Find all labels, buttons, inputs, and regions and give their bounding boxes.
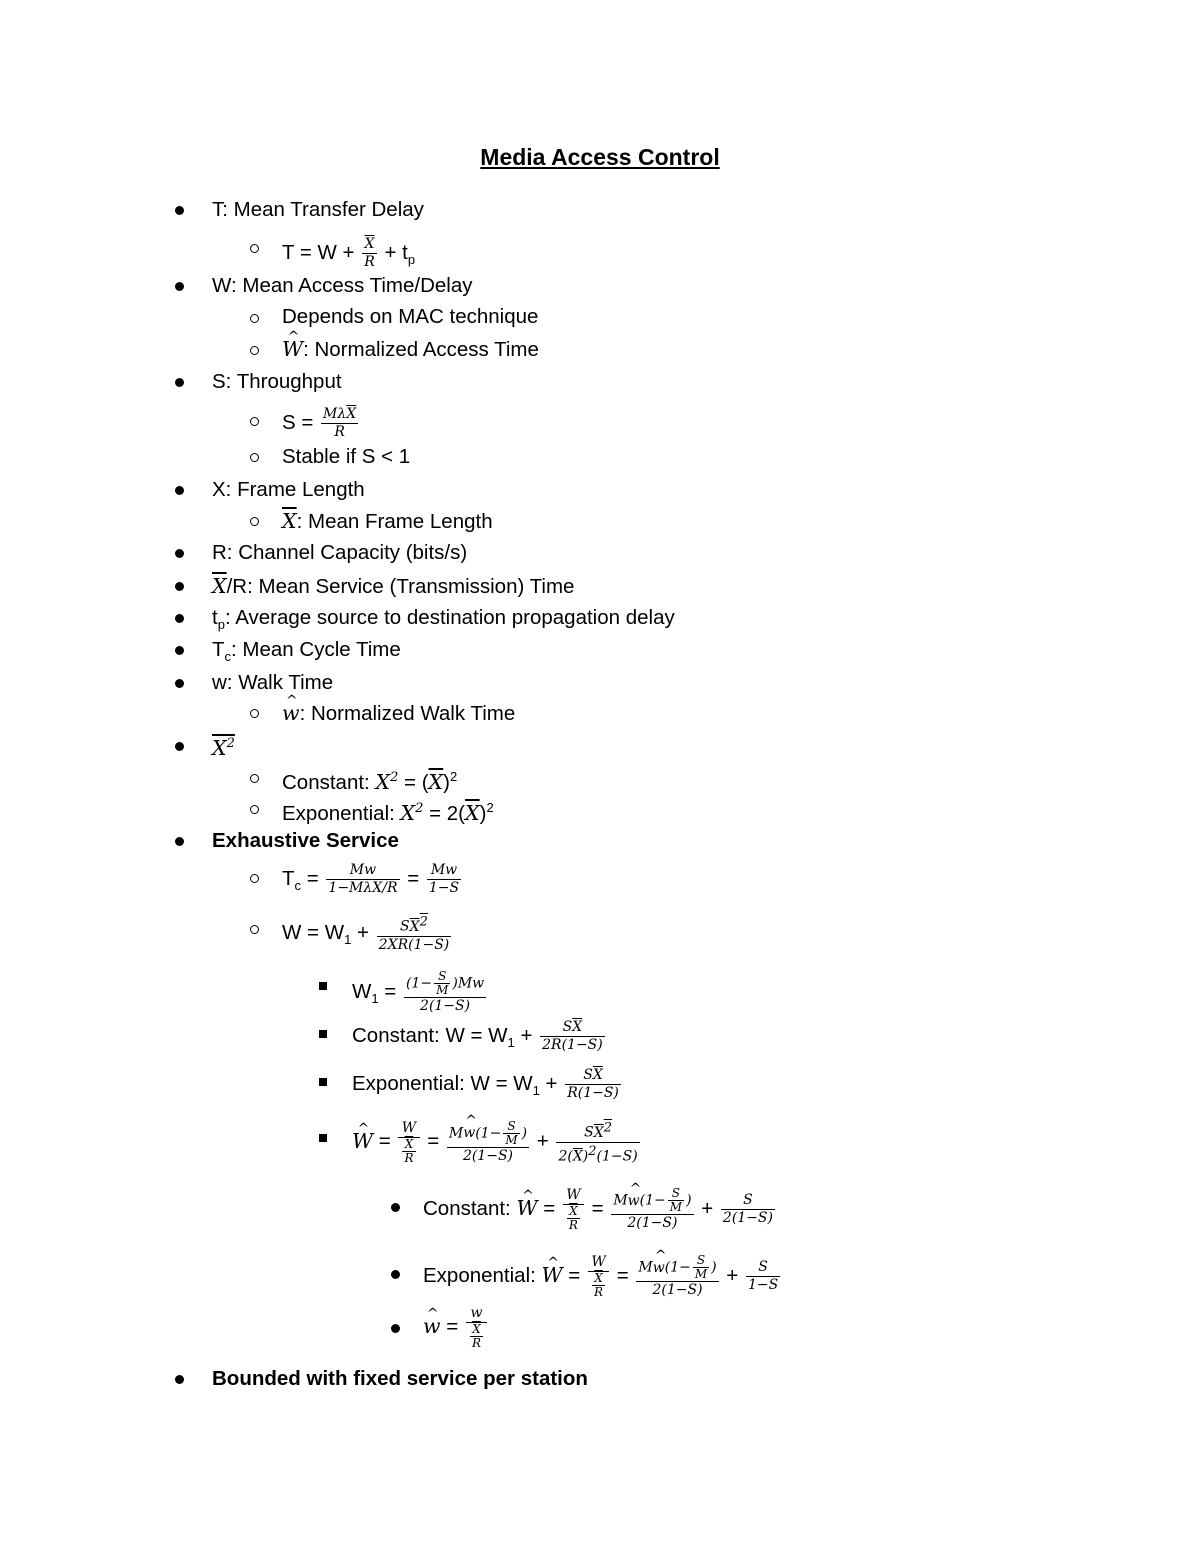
bullet bbox=[175, 582, 184, 591]
w-sub2: ^ W: Normalized Access Time bbox=[282, 336, 539, 363]
bullet bbox=[175, 378, 184, 387]
w-sub1: Depends on MAC technique bbox=[282, 305, 539, 328]
bounded-label: Bounded with fixed service per station bbox=[212, 1367, 588, 1390]
constant-w-hat-formula: Constant: ^ W = $\frac{W}{\frac{\overline{X}}{R}}$ = M^ w(1− $\frac{S}{M}$ ) 2(1−S) + $\frac{S}{2(1-S)}$ bbox=[423, 1187, 777, 1232]
exponential-w-formula: Exponential: $W = W_1$ + $\frac{S\overline{X}}{R(1-S)}$ bbox=[352, 1067, 619, 1101]
sub-bullet bbox=[250, 805, 259, 814]
sub-bullet bbox=[250, 346, 259, 355]
sub-bullet bbox=[250, 417, 259, 426]
s-formula: S = $\frac{M\lambda\overline{X}}{R}$ bbox=[282, 406, 357, 440]
sub-bullet bbox=[250, 517, 259, 526]
x-sub: $\overline{X}$: Mean Frame Length bbox=[282, 509, 493, 533]
bullet bbox=[391, 1203, 400, 1212]
tp-label: $t_p$: Average source to destination propagation delay bbox=[212, 606, 675, 633]
r-label: R: Channel Capacity (bits/s) bbox=[212, 541, 468, 564]
page-title: Media Access Control bbox=[480, 144, 720, 170]
sub-bullet bbox=[250, 709, 259, 718]
sub-bullet bbox=[250, 774, 259, 783]
w-hat-walk-formula: ^ w = $\frac{w}{\frac{\overline{X}}{R}}$ bbox=[423, 1305, 489, 1350]
bullet bbox=[391, 1324, 400, 1333]
bullet bbox=[175, 486, 184, 495]
s-stable: Stable if S < 1 bbox=[282, 445, 411, 468]
sub-sub-bullet bbox=[319, 1030, 327, 1038]
t-formula: T = W + $\frac{\overline{X}}{R}$ + $t_p$ bbox=[282, 236, 416, 270]
constant-w-formula: Constant: $W = W_1$ + $\frac{S\overline{X}}{2R(1-S)}$ bbox=[352, 1019, 603, 1053]
sub-bullet bbox=[250, 314, 259, 323]
bullet bbox=[175, 614, 184, 623]
w1-formula: $W_1$ = (1− $\frac{S}{M}$ )Mw 2(1−S) bbox=[352, 969, 485, 1014]
bullet bbox=[175, 646, 184, 655]
w-formula: $W = W_1$ + $\frac{SX^2}{2\overline{X}R(1-S)}$ bbox=[282, 914, 450, 953]
sub-sub-bullet bbox=[319, 982, 327, 990]
bullet bbox=[175, 282, 184, 291]
tc-formula: $T_c$ = $\frac{Mw}{1-M\lambda\overline{X}/R}$ = $\frac{Mw}{1-S}$ bbox=[282, 862, 460, 896]
bullet bbox=[175, 742, 184, 751]
walk-sub: ^ w: Normalized Walk Time bbox=[282, 700, 515, 727]
exhaustive-label: Exhaustive Service bbox=[212, 829, 399, 852]
bullet bbox=[175, 549, 184, 558]
xr-label: $\overline{X}/R$: Mean Service (Transmission) Time bbox=[212, 574, 575, 598]
x2-constant: Constant: $X^2 = (\overline{X})^2$ bbox=[282, 769, 458, 794]
walk-label: w: Walk Time bbox=[212, 671, 334, 694]
w-hat-formula: ^ W = $\frac{W}{\frac{\overline{X}}{R}}$ = M^ w(1− $\frac{S}{M}$ ) 2(1−S) + $\frac{SX^2}{2(\overline{X})^2(1-S)}$ bbox=[352, 1119, 642, 1165]
sub-bullet bbox=[250, 244, 259, 253]
bullet bbox=[175, 837, 184, 846]
w-label: W: Mean Access Time/Delay bbox=[212, 274, 473, 297]
x2-mean: $X^2$ bbox=[212, 735, 235, 760]
x-label: X: Frame Length bbox=[212, 478, 365, 501]
sub-bullet bbox=[250, 874, 259, 883]
t-label: T: Mean Transfer Delay bbox=[212, 198, 424, 221]
bullet bbox=[175, 206, 184, 215]
sub-sub-bullet bbox=[319, 1134, 327, 1142]
exponential-w-hat-formula: Exponential: ^ W = $\frac{W}{\frac{\overline{X}}{R}}$ = M^ w(1− $\frac{S}{M}$ ) 2(1−S) + $\frac{S}{1-S}$ bbox=[423, 1254, 782, 1299]
x2-exponential: Exponential: $X^2 = 2(\overline{X})^2$ bbox=[282, 800, 494, 825]
sub-bullet bbox=[250, 453, 259, 462]
sub-sub-bullet bbox=[319, 1078, 327, 1086]
bullet bbox=[175, 1375, 184, 1384]
bullet bbox=[175, 679, 184, 688]
s-label: S: Throughput bbox=[212, 370, 342, 393]
bullet bbox=[391, 1270, 400, 1279]
tc-label: $T_c$: Mean Cycle Time bbox=[212, 638, 401, 665]
sub-bullet bbox=[250, 925, 259, 934]
